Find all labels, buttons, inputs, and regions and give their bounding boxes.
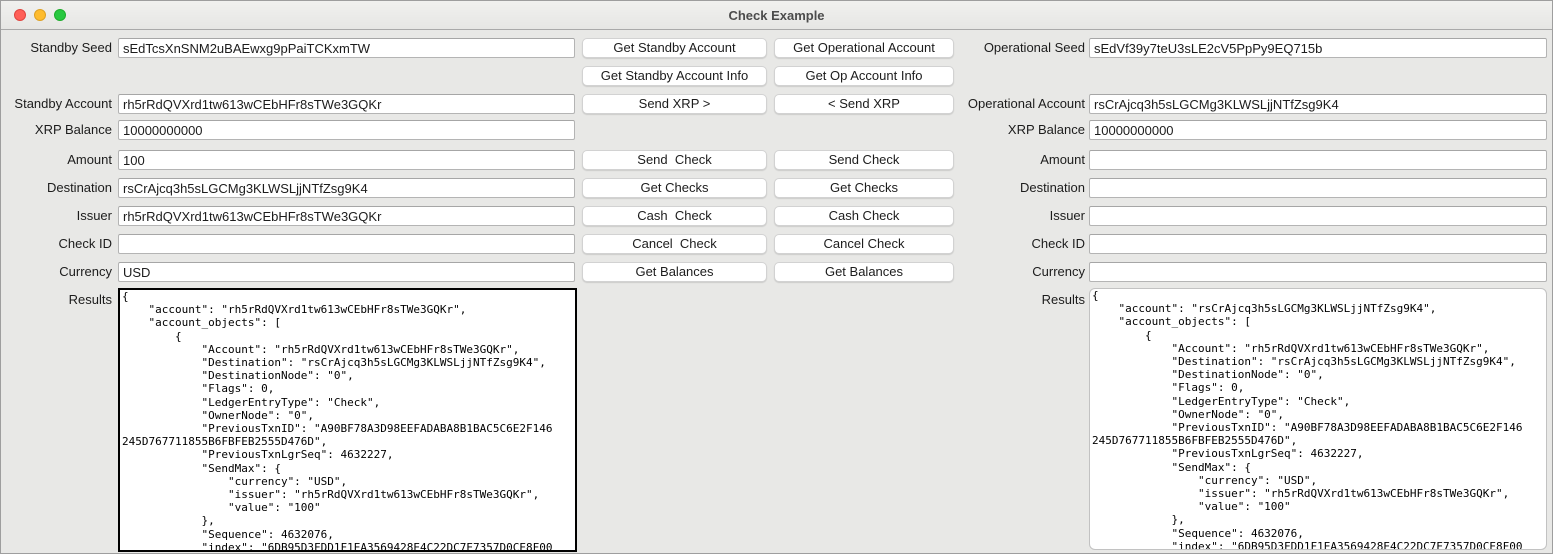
- operational-results-label: Results: [1041, 292, 1085, 307]
- operational-check-id-input[interactable]: [1089, 234, 1547, 254]
- operational-currency-input[interactable]: [1089, 262, 1547, 282]
- standby-xrp-balance-input[interactable]: [118, 120, 575, 140]
- operational-check-id-label: Check ID: [1031, 236, 1085, 251]
- standby-results-label: Results: [68, 292, 112, 307]
- standby-account-label: Standby Account: [14, 96, 112, 111]
- standby-cash-check-button[interactable]: Cash Check: [582, 206, 767, 226]
- standby-currency-input[interactable]: [118, 262, 575, 282]
- get-standby-account-info-button[interactable]: Get Standby Account Info: [582, 66, 767, 86]
- operational-account-input[interactable]: [1089, 94, 1547, 114]
- operational-account-label: Operational Account: [967, 96, 1085, 111]
- operational-cash-check-button[interactable]: Cash Check: [774, 206, 954, 226]
- standby-check-id-input[interactable]: [118, 234, 575, 254]
- standby-destination-label: Destination: [46, 180, 112, 195]
- standby-cancel-check-button[interactable]: Cancel Check: [582, 234, 767, 254]
- operational-xrp-balance-input[interactable]: [1089, 120, 1547, 140]
- standby-get-balances-button[interactable]: Get Balances: [582, 262, 767, 282]
- operational-send-check-button[interactable]: Send Check: [774, 150, 954, 170]
- operational-destination-input[interactable]: [1089, 178, 1547, 198]
- standby-amount-label: Amount: [67, 152, 112, 167]
- send-xrp-right-button[interactable]: Send XRP >: [582, 94, 767, 114]
- send-xrp-left-button[interactable]: < Send XRP: [774, 94, 954, 114]
- get-op-account-info-button[interactable]: Get Op Account Info: [774, 66, 954, 86]
- titlebar: [1, 1, 1552, 30]
- standby-get-checks-button[interactable]: Get Checks: [582, 178, 767, 198]
- standby-currency-label: Currency: [59, 264, 112, 279]
- get-standby-account-button[interactable]: Get Standby Account: [582, 38, 767, 58]
- standby-send-check-button[interactable]: Send Check: [582, 150, 767, 170]
- standby-check-id-label: Check ID: [58, 236, 112, 251]
- standby-issuer-label: Issuer: [76, 208, 112, 223]
- standby-account-input[interactable]: [118, 94, 575, 114]
- get-operational-account-button[interactable]: Get Operational Account: [774, 38, 954, 58]
- standby-results-textarea[interactable]: [118, 288, 577, 552]
- operational-cancel-check-button[interactable]: Cancel Check: [774, 234, 954, 254]
- operational-results-textarea[interactable]: [1089, 288, 1547, 550]
- operational-xrp-balance-label: XRP Balance: [1007, 122, 1085, 137]
- operational-issuer-label: Issuer: [1049, 208, 1085, 223]
- operational-destination-label: Destination: [1019, 180, 1085, 195]
- standby-seed-label: Standby Seed: [30, 40, 112, 55]
- standby-amount-input[interactable]: [118, 150, 575, 170]
- standby-destination-input[interactable]: [118, 178, 575, 198]
- operational-get-checks-button[interactable]: Get Checks: [774, 178, 954, 198]
- standby-xrp-balance-label: XRP Balance: [34, 122, 112, 137]
- operational-amount-label: Amount: [1040, 152, 1085, 167]
- standby-seed-input[interactable]: [118, 38, 575, 58]
- window-title: Check Example: [728, 8, 825, 23]
- operational-issuer-input[interactable]: [1089, 206, 1547, 226]
- standby-issuer-input[interactable]: [118, 206, 575, 226]
- operational-seed-input[interactable]: [1089, 38, 1547, 58]
- operational-get-balances-button[interactable]: Get Balances: [774, 262, 954, 282]
- operational-currency-label: Currency: [1032, 264, 1085, 279]
- operational-seed-label: Operational Seed: [983, 40, 1085, 55]
- operational-amount-input[interactable]: [1089, 150, 1547, 170]
